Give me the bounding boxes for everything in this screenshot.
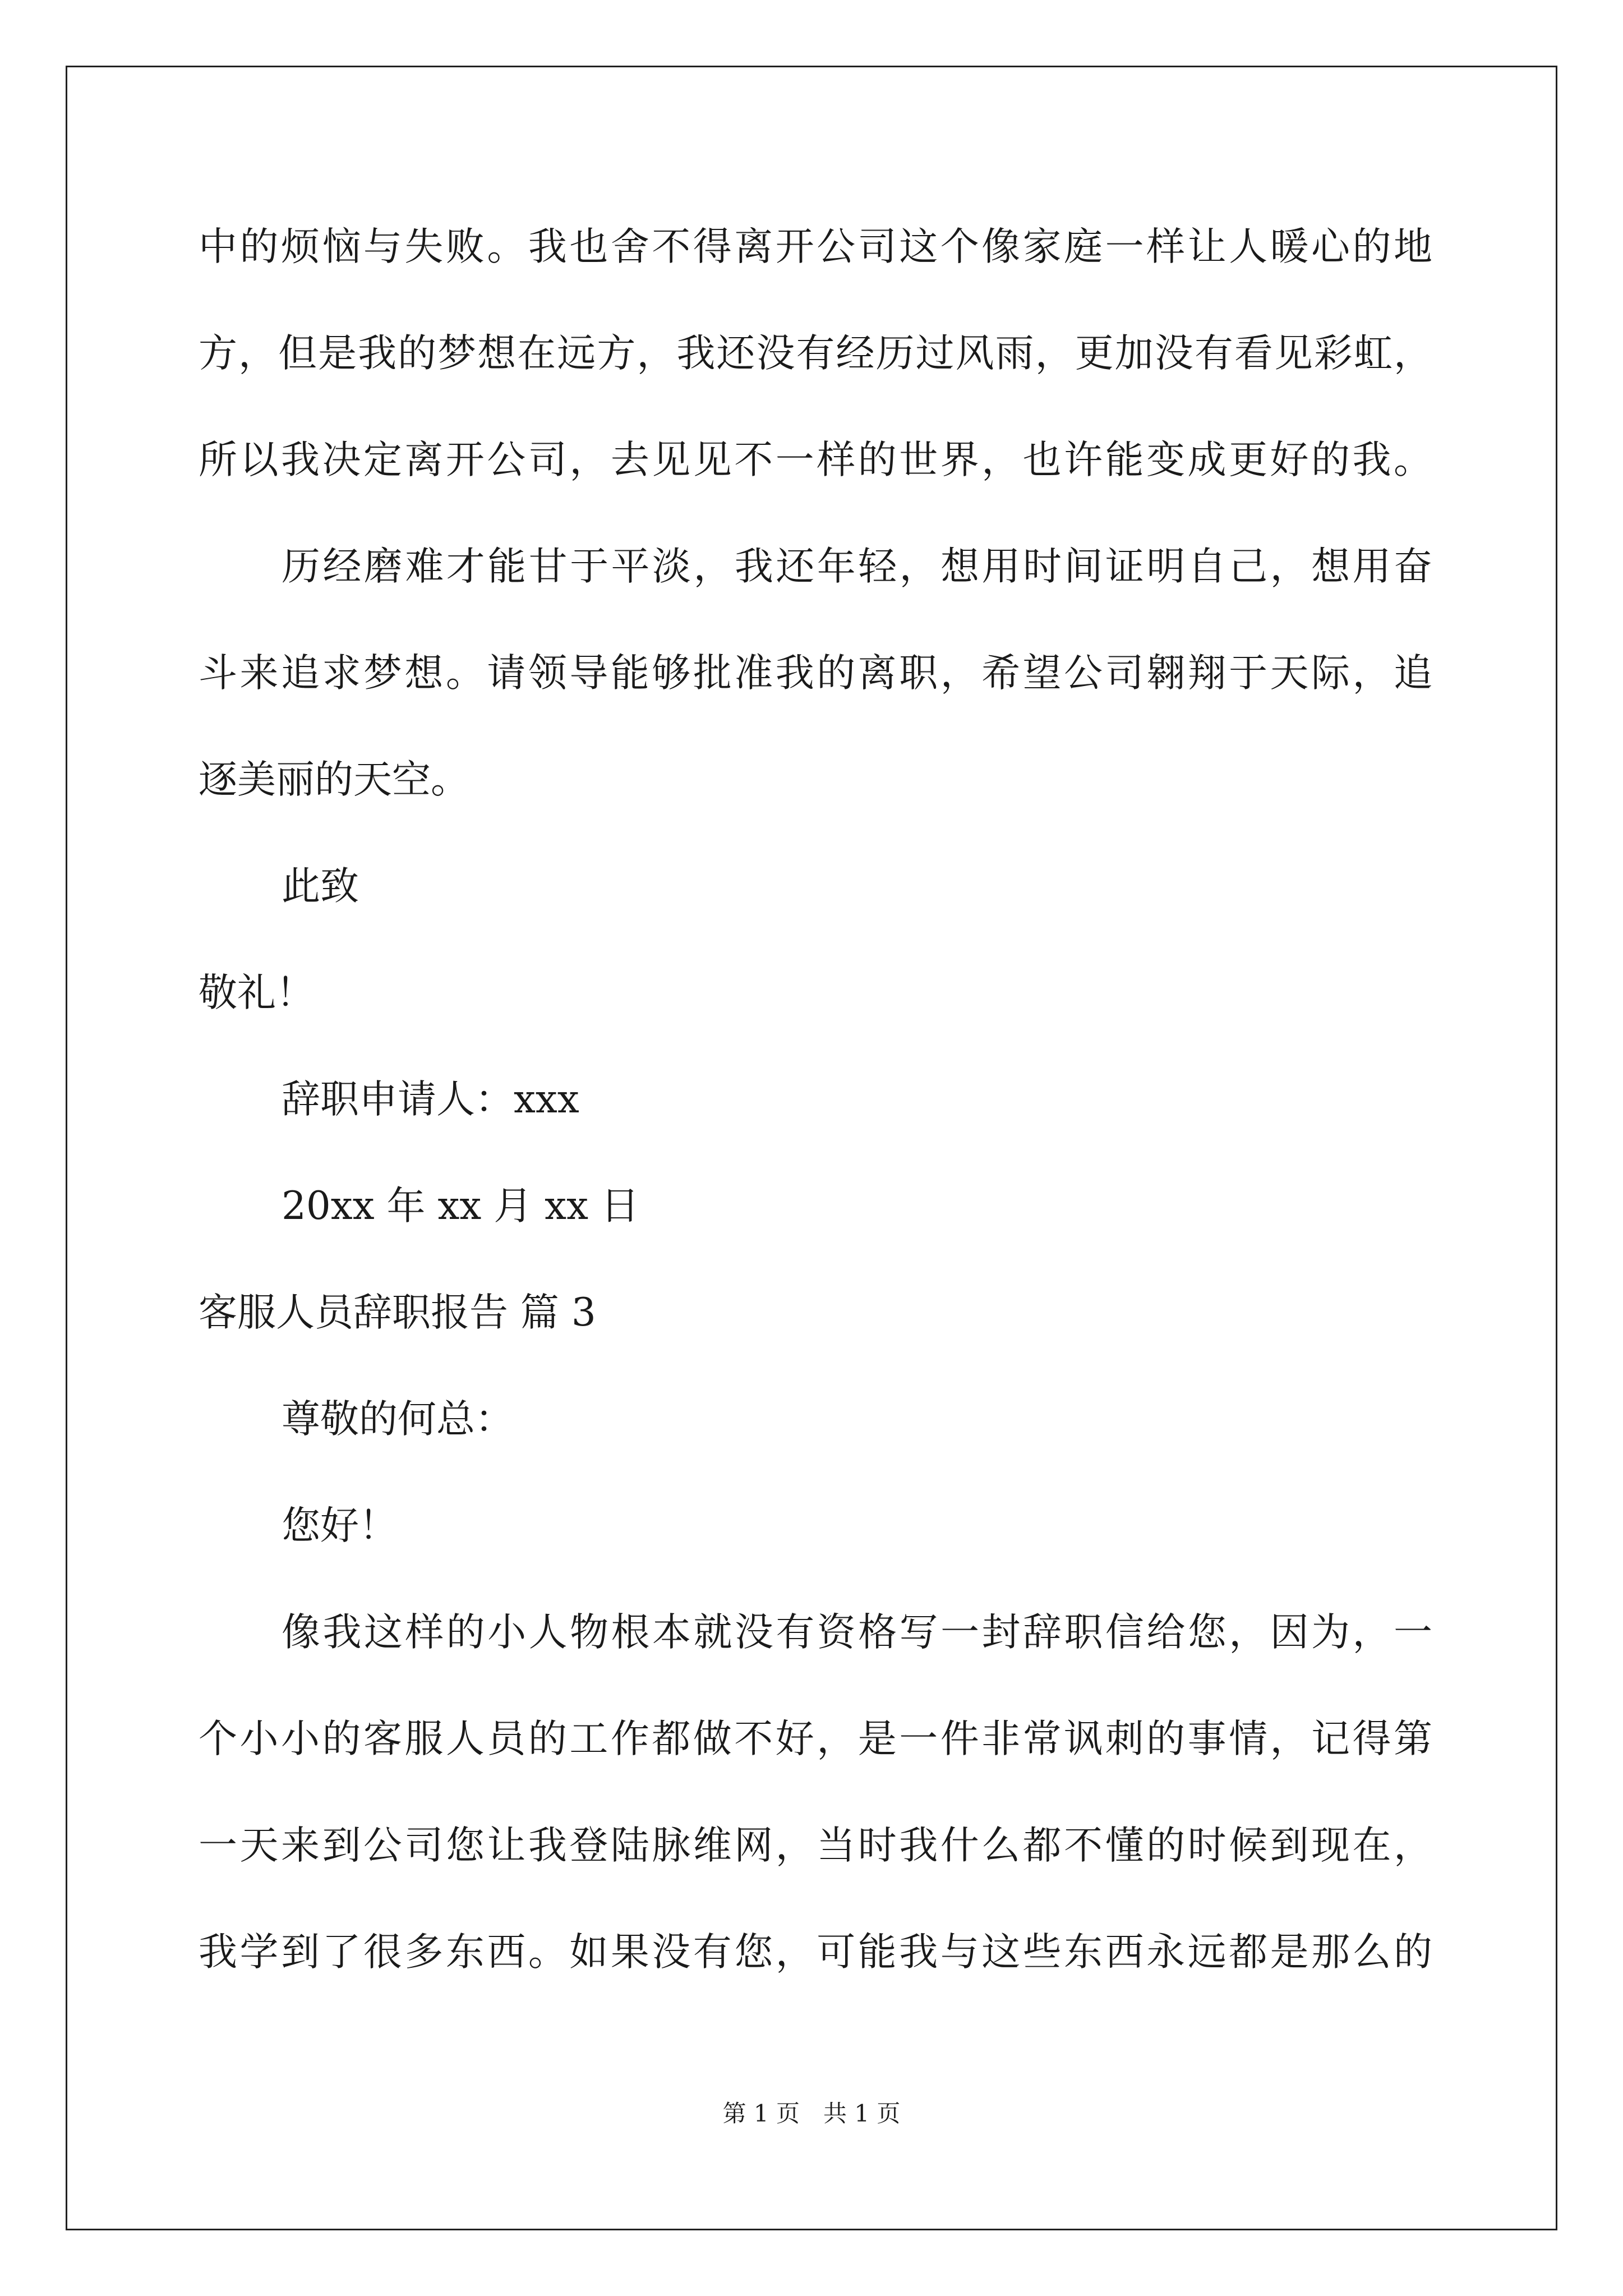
paragraph-line: 方，但是我的梦想在远方，我还没有经历过风雨，更加没有看见彩虹， <box>199 331 1432 376</box>
paragraph-line: 像我这样的小人物根本就没有资格写一封辞职信给您，因为，一 <box>282 1610 1432 1655</box>
salutation-closing: 此致 <box>282 864 359 909</box>
paragraph-line: 所以我决定离开公司，去见见不一样的世界，也许能变成更好的我。 <box>199 438 1432 482</box>
paragraph-line: 一天来到公司您让我登陆脉维网，当时我什么都不懂的时候到现在， <box>199 1823 1432 1868</box>
section-heading: 客服人员辞职报告 篇 3 <box>199 1290 596 1335</box>
paragraph-line: 斗来追求梦想。请领导能够批准我的离职，希望公司翱翔于天际，追 <box>199 651 1432 696</box>
paragraph-line: 中的烦恼与失败。我也舍不得离开公司这个像家庭一样让人暖心的地 <box>199 224 1432 269</box>
page-border <box>66 66 1557 2230</box>
signature-line: 辞职申请人：xxx <box>282 1077 579 1122</box>
greeting-line: 您好！ <box>282 1503 398 1548</box>
paragraph-line: 历经磨难才能甘于平淡，我还年轻，想用时间证明自己，想用奋 <box>282 544 1432 589</box>
page-number-footer: 第 1 页 共 1 页 <box>722 2100 901 2127</box>
date-line: 20xx 年 xx 月 xx 日 <box>282 1184 639 1228</box>
paragraph-line: 逐美丽的天空。 <box>199 757 469 802</box>
paragraph-line: 个小小的客服人员的工作都做不好，是一件非常讽刺的事情，记得第 <box>199 1717 1432 1761</box>
paragraph-line: 我学到了很多东西。如果没有您，可能我与这些东西永远都是那么的 <box>199 1930 1432 1975</box>
regards-line: 敬礼！ <box>199 970 315 1015</box>
greeting-line: 尊敬的何总： <box>282 1397 514 1442</box>
